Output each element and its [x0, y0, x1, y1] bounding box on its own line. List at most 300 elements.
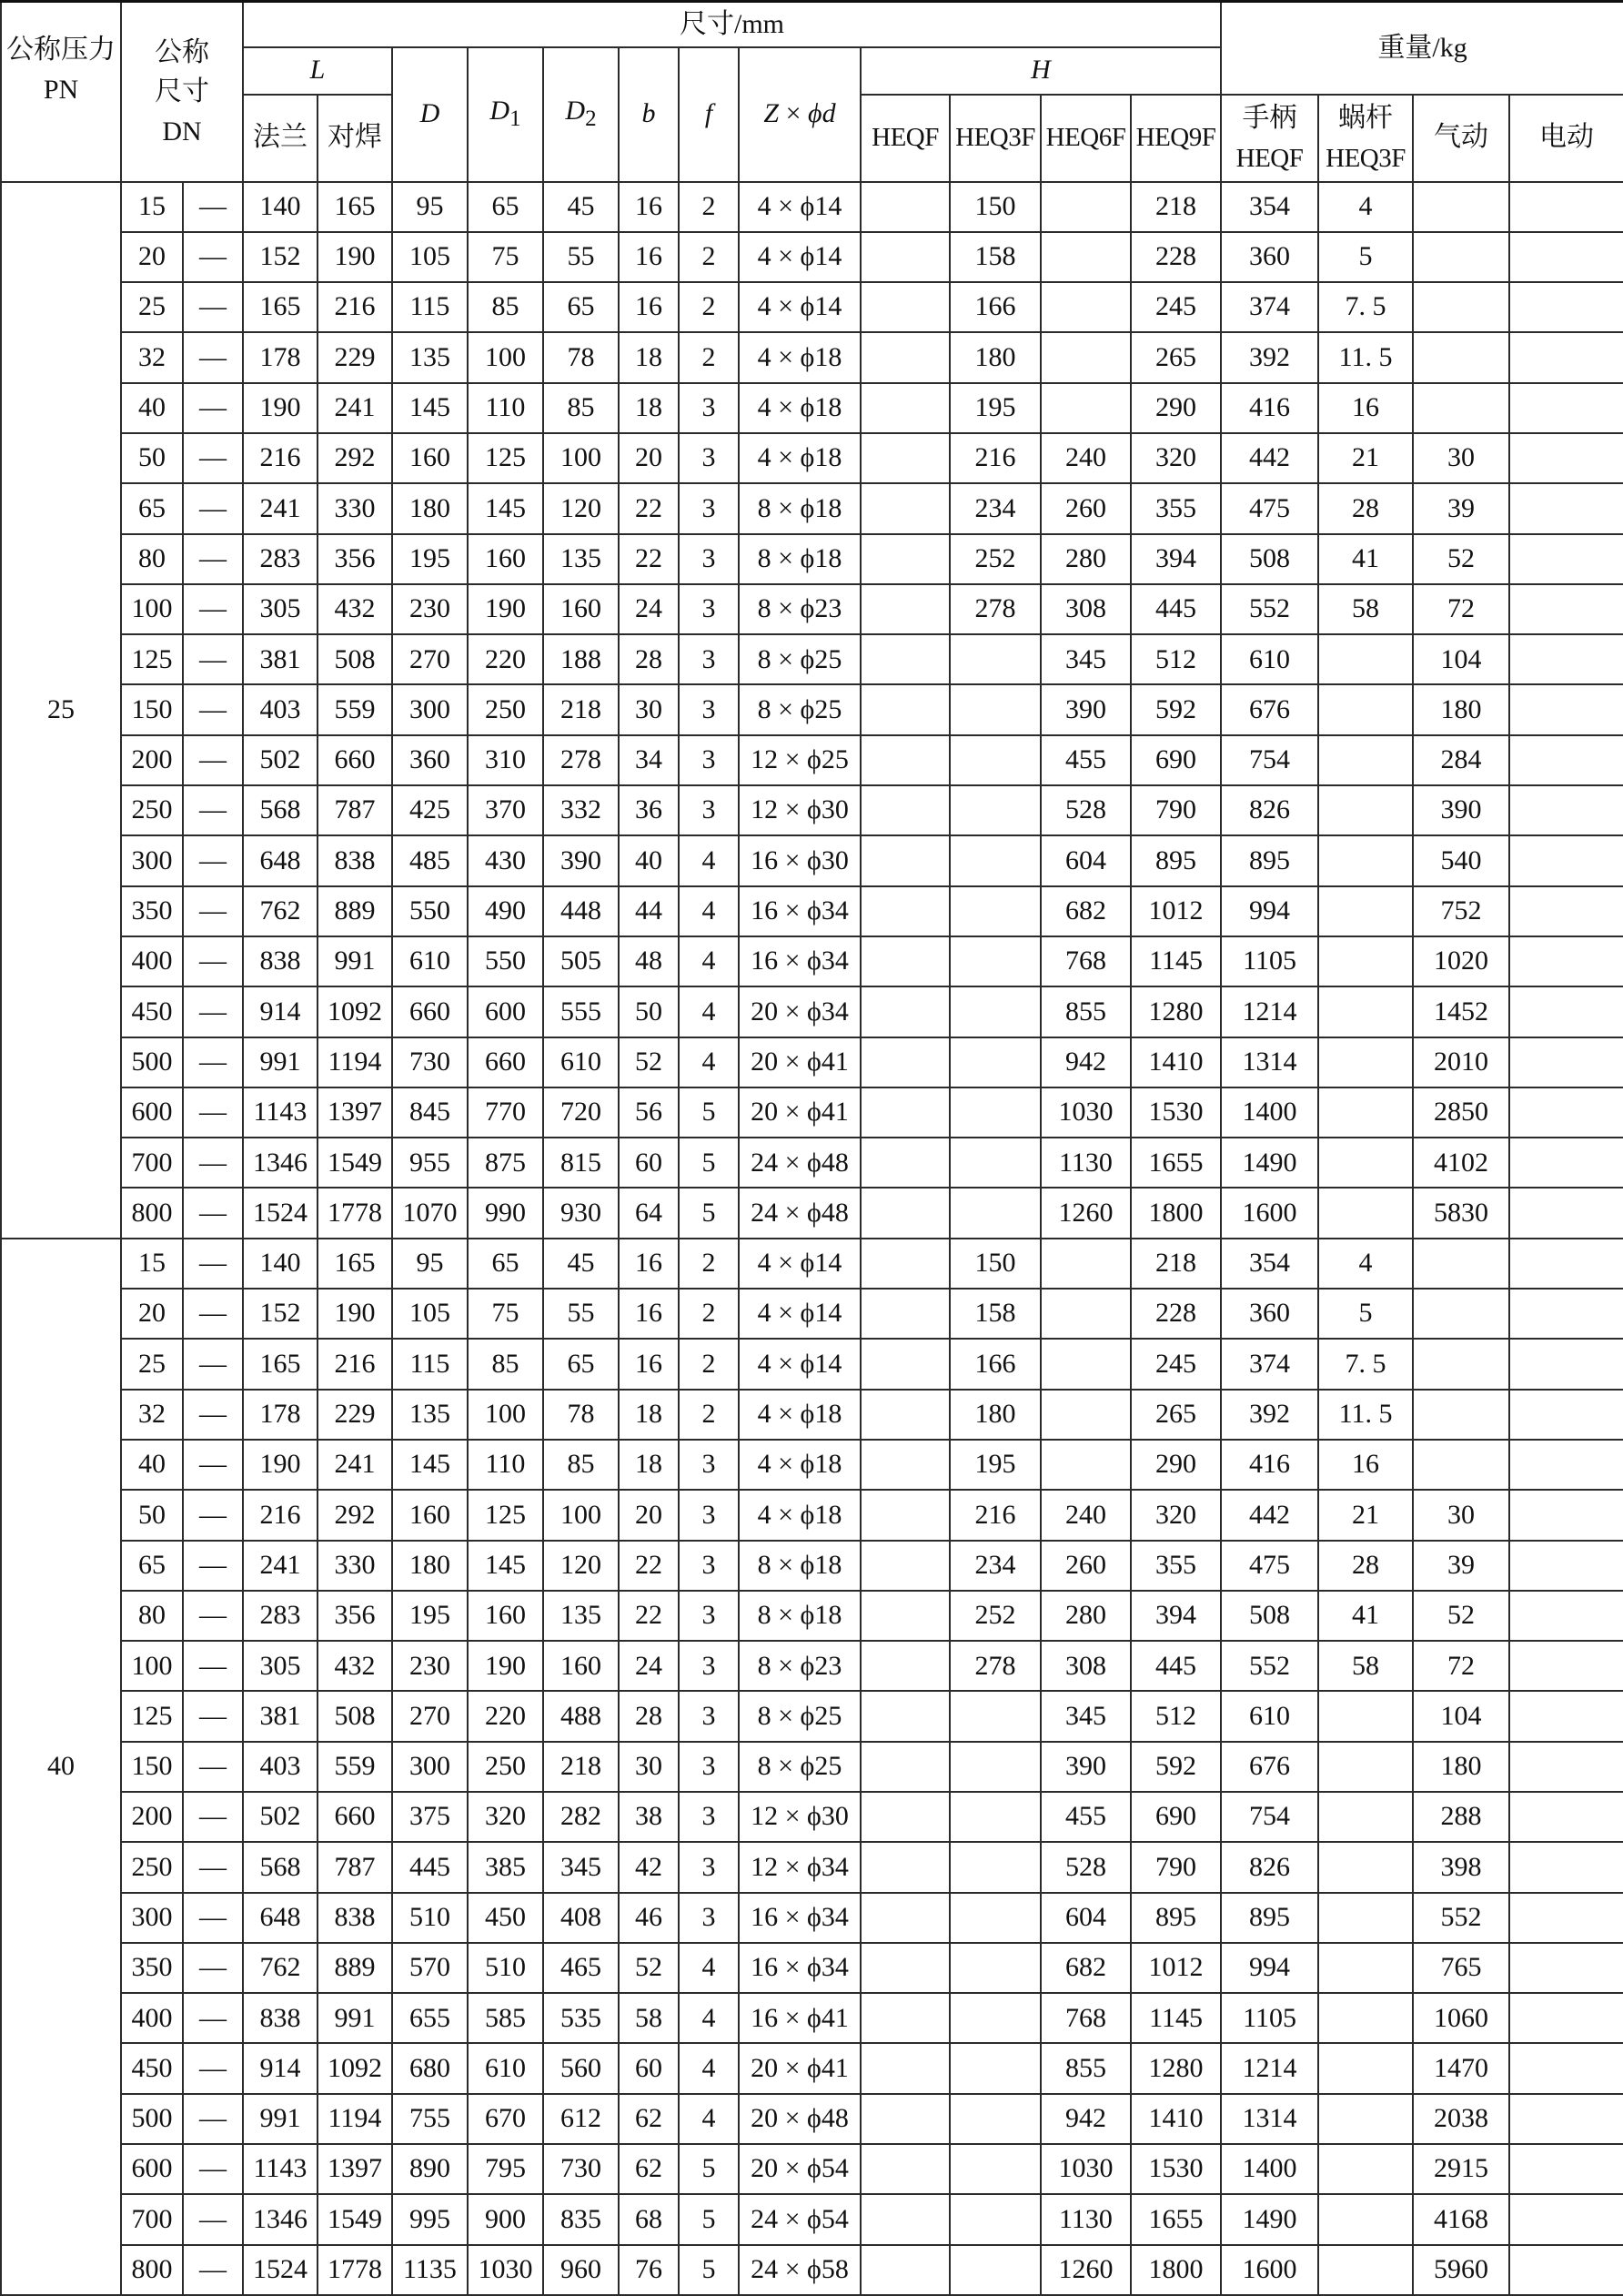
table-cell: 260 — [1041, 1541, 1131, 1591]
table-cell: 125 — [468, 433, 543, 483]
table-cell: 914 — [243, 986, 318, 1037]
table-cell: 354 — [1221, 1239, 1318, 1289]
table-cell: 230 — [392, 584, 468, 634]
table-cell: 455 — [1041, 735, 1131, 785]
table-cell: 16 × ϕ41 — [739, 1993, 861, 2043]
table-cell — [861, 1390, 950, 1440]
table-cell: 195 — [392, 534, 468, 584]
table-cell: 75 — [468, 232, 543, 282]
table-cell: 125 — [468, 1490, 543, 1540]
table-row — [1, 433, 1623, 483]
table-cell: 100 — [468, 1390, 543, 1440]
table-cell: 1524 — [243, 1188, 318, 1238]
table-cell — [861, 2194, 950, 2244]
table-cell: 5 — [1318, 232, 1413, 282]
table-cell: 39 — [1413, 483, 1509, 533]
table-cell: 600 — [121, 2144, 183, 2194]
table-cell: 24 — [619, 1641, 679, 1691]
table-cell: 1470 — [1413, 2043, 1509, 2093]
table-row — [1, 383, 1623, 433]
table-cell: 991 — [318, 936, 392, 986]
table-cell: 200 — [121, 1792, 183, 1842]
table-cell: 610 — [392, 936, 468, 986]
table-cell: 4 × ϕ14 — [739, 182, 861, 232]
table-cell: 65 — [543, 282, 619, 332]
table-cell: 3 — [679, 1691, 739, 1741]
table-cell: 392 — [1221, 1390, 1318, 1440]
table-row — [1, 1440, 1623, 1490]
table-cell — [1509, 2043, 1623, 2093]
table-cell: 62 — [619, 2144, 679, 2194]
table-cell: 20 × ϕ41 — [739, 1087, 861, 1138]
table-cell: 216 — [950, 433, 1041, 483]
table-cell: 24 × ϕ58 — [739, 2245, 861, 2295]
table-cell: 600 — [121, 1087, 183, 1138]
table-cell: 95 — [392, 1239, 468, 1289]
table-cell — [1509, 1742, 1623, 1792]
table-cell: 400 — [121, 936, 183, 986]
table-cell: 241 — [318, 383, 392, 433]
table-cell: 52 — [619, 1943, 679, 1993]
table-cell: 381 — [243, 1691, 318, 1741]
table-cell: 180 — [1413, 1742, 1509, 1792]
table-cell: 40 — [619, 835, 679, 885]
table-cell: 178 — [243, 332, 318, 382]
table-cell: 8 × ϕ18 — [739, 1591, 861, 1641]
table-cell: 1800 — [1131, 1188, 1221, 1238]
table-cell: — — [183, 1792, 243, 1842]
table-cell — [1509, 2094, 1623, 2144]
table-row — [1, 1641, 1623, 1691]
table-cell — [861, 785, 950, 835]
table-cell: 1346 — [243, 2194, 318, 2244]
table-cell: 403 — [243, 684, 318, 734]
table-cell — [861, 1289, 950, 1339]
table-cell: 855 — [1041, 986, 1131, 1037]
table-cell: 4 — [679, 835, 739, 885]
table-cell — [1318, 735, 1413, 785]
table-cell — [1413, 383, 1509, 433]
table-cell: 770 — [468, 1087, 543, 1138]
table-cell: 166 — [950, 1339, 1041, 1389]
table-cell: 105 — [392, 1289, 468, 1339]
table-cell: 2038 — [1413, 2094, 1509, 2144]
table-cell — [861, 433, 950, 483]
table-cell: 1600 — [1221, 1188, 1318, 1238]
table-cell — [950, 1742, 1041, 1792]
table-cell: — — [183, 483, 243, 533]
table-cell — [1509, 1239, 1623, 1289]
table-cell: 385 — [468, 1842, 543, 1892]
table-cell: 292 — [318, 433, 392, 483]
table-cell: 16 — [619, 1239, 679, 1289]
table-cell — [950, 1138, 1041, 1188]
table-row — [1, 886, 1623, 936]
table-row — [1, 1993, 1623, 2043]
table-cell — [1318, 1188, 1413, 1238]
table-cell — [1509, 1691, 1623, 1741]
table-cell: 60 — [619, 2043, 679, 2093]
table-cell: 65 — [121, 483, 183, 533]
table-cell: 145 — [468, 1541, 543, 1591]
table-cell: 240 — [1041, 1490, 1131, 1540]
table-cell: 305 — [243, 584, 318, 634]
table-cell: 690 — [1131, 1792, 1221, 1842]
table-cell: — — [183, 433, 243, 483]
table-cell: 1143 — [243, 2144, 318, 2194]
table-cell: 200 — [121, 735, 183, 785]
table-cell: 16 — [619, 232, 679, 282]
table-cell: 80 — [121, 534, 183, 584]
table-cell: — — [183, 1138, 243, 1188]
h-heq3f-header: HEQ3F — [950, 95, 1041, 182]
table-cell: 4 × ϕ14 — [739, 1239, 861, 1289]
table-cell — [861, 1691, 950, 1741]
table-cell: 76 — [619, 2245, 679, 2295]
table-cell — [1041, 1289, 1131, 1339]
table-cell — [1413, 282, 1509, 332]
table-cell: 308 — [1041, 584, 1131, 634]
table-cell — [1318, 634, 1413, 684]
table-cell: 8 × ϕ23 — [739, 584, 861, 634]
table-cell: 754 — [1221, 1792, 1318, 1842]
table-cell: 1400 — [1221, 1087, 1318, 1138]
table-cell: 1260 — [1041, 2245, 1131, 2295]
table-cell: 3 — [679, 483, 739, 533]
table-cell: 278 — [543, 735, 619, 785]
table-cell — [950, 1037, 1041, 1087]
table-cell: 135 — [392, 332, 468, 382]
table-cell: 1012 — [1131, 886, 1221, 936]
table-cell — [1509, 1339, 1623, 1389]
table-cell — [1318, 986, 1413, 1037]
table-cell — [861, 1943, 950, 1993]
table-cell: 8 × ϕ18 — [739, 1541, 861, 1591]
table-cell: 400 — [121, 1993, 183, 2043]
table-cell: 510 — [468, 1943, 543, 1993]
table-cell: 7. 5 — [1318, 282, 1413, 332]
table-cell: 540 — [1413, 835, 1509, 885]
table-cell: 78 — [543, 1390, 619, 1440]
table-cell: 220 — [468, 634, 543, 684]
table-cell: 218 — [543, 1742, 619, 1792]
table-cell: — — [183, 1893, 243, 1943]
table-cell: 4 × ϕ18 — [739, 383, 861, 433]
table-cell: 190 — [318, 1289, 392, 1339]
table-cell — [861, 1792, 950, 1842]
table-cell: 270 — [392, 634, 468, 684]
table-cell: 20 × ϕ34 — [739, 986, 861, 1037]
table-cell: 394 — [1131, 1591, 1221, 1641]
table-cell: 3 — [679, 785, 739, 835]
table-cell: 690 — [1131, 735, 1221, 785]
table-cell: 416 — [1221, 1440, 1318, 1490]
table-cell — [1318, 936, 1413, 986]
table-cell: 240 — [1041, 433, 1131, 483]
b-header: b — [619, 47, 679, 182]
table-cell: 21 — [1318, 1490, 1413, 1540]
table-cell: 445 — [1131, 584, 1221, 634]
table-cell: 4 — [679, 1037, 739, 1087]
table-cell — [861, 1591, 950, 1641]
table-cell: 52 — [619, 1037, 679, 1087]
table-cell: — — [183, 1541, 243, 1591]
table-cell: 1800 — [1131, 2245, 1221, 2295]
table-cell: 2850 — [1413, 1087, 1509, 1138]
table-cell: 250 — [468, 1742, 543, 1792]
table-cell: 1280 — [1131, 986, 1221, 1037]
table-cell: 1346 — [243, 1138, 318, 1188]
table-cell — [1318, 835, 1413, 885]
table-cell: 283 — [243, 534, 318, 584]
table-cell: 552 — [1221, 1641, 1318, 1691]
table-cell — [950, 2194, 1041, 2244]
table-cell — [1509, 584, 1623, 634]
table-cell: 755 — [392, 2094, 468, 2144]
table-cell: 1092 — [318, 986, 392, 1037]
table-cell: 55 — [543, 232, 619, 282]
table-cell: 5 — [679, 2194, 739, 2244]
table-cell: 216 — [243, 1490, 318, 1540]
table-cell: 41 — [1318, 1591, 1413, 1641]
table-cell: 485 — [392, 835, 468, 885]
table-cell: 1530 — [1131, 2144, 1221, 2194]
table-cell: 942 — [1041, 2094, 1131, 2144]
table-cell: 22 — [619, 483, 679, 533]
table-cell — [1041, 1339, 1131, 1389]
table-cell: 4 × ϕ18 — [739, 332, 861, 382]
table-cell: 3 — [679, 584, 739, 634]
table-cell: 5 — [679, 1087, 739, 1138]
table-cell — [861, 282, 950, 332]
table-cell: 1778 — [318, 1188, 392, 1238]
table-cell: 752 — [1413, 886, 1509, 936]
table-cell: 1490 — [1221, 1138, 1318, 1188]
table-cell — [950, 1188, 1041, 1238]
table-cell: 355 — [1131, 483, 1221, 533]
table-cell: 38 — [619, 1792, 679, 1842]
table-cell: 1778 — [318, 2245, 392, 2295]
table-cell: 1549 — [318, 2194, 392, 2244]
table-cell: 1020 — [1413, 936, 1509, 986]
table-cell: 660 — [468, 1037, 543, 1087]
table-cell — [950, 936, 1041, 986]
table-cell: 16 × ϕ30 — [739, 835, 861, 885]
table-cell: 22 — [619, 1541, 679, 1591]
table-cell — [861, 483, 950, 533]
table-cell: 1105 — [1221, 1993, 1318, 2043]
table-cell: 790 — [1131, 1842, 1221, 1892]
table-cell: 152 — [243, 1289, 318, 1339]
table-cell: 150 — [950, 1239, 1041, 1289]
table-cell: 85 — [543, 383, 619, 433]
table-cell: 4 — [679, 1943, 739, 1993]
table-cell: 180 — [950, 332, 1041, 382]
table-cell: 914 — [243, 2043, 318, 2093]
table-cell: 280 — [1041, 1591, 1131, 1641]
table-cell — [950, 835, 1041, 885]
table-cell: 320 — [468, 1792, 543, 1842]
table-cell: 104 — [1413, 634, 1509, 684]
table-cell: 30 — [1413, 1490, 1509, 1540]
table-cell: 568 — [243, 785, 318, 835]
table-cell — [1318, 2043, 1413, 2093]
table-cell — [950, 986, 1041, 1037]
table-cell: 20 — [619, 1490, 679, 1540]
l-header: L — [243, 47, 392, 95]
table-cell: 1194 — [318, 2094, 392, 2144]
table-header — [1, 2, 1623, 182]
table-cell: 50 — [121, 433, 183, 483]
table-cell: 22 — [619, 1591, 679, 1641]
table-cell: 21 — [1318, 433, 1413, 483]
table-cell: — — [183, 1943, 243, 1993]
table-cell — [1413, 1440, 1509, 1490]
table-cell: 1410 — [1131, 2094, 1221, 2144]
table-cell: 5 — [679, 2144, 739, 2194]
table-cell: 680 — [392, 2043, 468, 2093]
table-cell: 3 — [679, 735, 739, 785]
table-cell — [861, 2144, 950, 2194]
table-cell: 190 — [243, 1440, 318, 1490]
table-cell: 4 × ϕ14 — [739, 1339, 861, 1389]
table-cell: 250 — [468, 684, 543, 734]
table-cell: 165 — [243, 282, 318, 332]
table-cell: 700 — [121, 1138, 183, 1188]
table-cell: 942 — [1041, 1037, 1131, 1087]
table-cell: 1490 — [1221, 2194, 1318, 2244]
table-cell: 4 — [679, 886, 739, 936]
table-cell — [1509, 886, 1623, 936]
table-cell — [1318, 1087, 1413, 1138]
table-cell: 768 — [1041, 936, 1131, 986]
table-cell: 20 — [619, 433, 679, 483]
table-cell: — — [183, 936, 243, 986]
table-cell: 390 — [1041, 1742, 1131, 1792]
table-cell: 1280 — [1131, 2043, 1221, 2093]
table-cell: 895 — [1221, 1893, 1318, 1943]
table-cell: 65 — [543, 1339, 619, 1389]
dn-header: 公称 尺寸 DN — [121, 2, 243, 182]
table-cell: 3 — [679, 534, 739, 584]
table-cell: 32 — [121, 1390, 183, 1440]
table-cell — [1318, 1138, 1413, 1188]
table-cell: 216 — [318, 282, 392, 332]
table-cell: 245 — [1131, 282, 1221, 332]
table-cell — [950, 735, 1041, 785]
table-cell — [1509, 1138, 1623, 1188]
table-cell: 42 — [619, 1842, 679, 1892]
table-cell — [950, 1842, 1041, 1892]
table-row — [1, 1087, 1623, 1138]
table-cell — [1318, 1792, 1413, 1842]
table-cell: 2 — [679, 1339, 739, 1389]
table-cell: 16 × ϕ34 — [739, 886, 861, 936]
table-cell: 375 — [392, 1792, 468, 1842]
table-cell — [1509, 1490, 1623, 1540]
table-cell: 502 — [243, 735, 318, 785]
table-cell: 265 — [1131, 332, 1221, 382]
table-cell: 5 — [679, 1138, 739, 1188]
bolt-pattern-header: Z × ϕd — [739, 47, 861, 182]
table-cell: 158 — [950, 232, 1041, 282]
table-cell: 216 — [950, 1490, 1041, 1540]
table-cell — [1509, 2144, 1623, 2194]
table-row — [1, 735, 1623, 785]
table-cell: 1030 — [1041, 2144, 1131, 2194]
table-cell — [950, 1792, 1041, 1842]
table-cell: 3 — [679, 433, 739, 483]
table-cell: 1600 — [1221, 2245, 1318, 2295]
table-cell: 4168 — [1413, 2194, 1509, 2244]
table-cell: 895 — [1131, 835, 1221, 885]
table-cell: 135 — [392, 1390, 468, 1440]
table-cell: 4 — [679, 2043, 739, 2093]
table-cell — [1509, 483, 1623, 533]
table-cell: — — [183, 2245, 243, 2295]
table-cell: 24 × ϕ48 — [739, 1138, 861, 1188]
table-cell: 398 — [1413, 1842, 1509, 1892]
table-cell: 58 — [1318, 584, 1413, 634]
table-cell — [861, 1842, 950, 1892]
table-cell: 1655 — [1131, 2194, 1221, 2244]
table-cell: 5 — [679, 2245, 739, 2295]
table-cell: 445 — [392, 1842, 468, 1892]
table-cell: 110 — [468, 1440, 543, 1490]
table-cell: 300 — [121, 1893, 183, 1943]
table-cell: 2 — [679, 282, 739, 332]
table-cell: 7. 5 — [1318, 1339, 1413, 1389]
table-cell: 592 — [1131, 684, 1221, 734]
table-row — [1, 282, 1623, 332]
table-cell — [861, 986, 950, 1037]
table-cell: 44 — [619, 886, 679, 936]
table-cell: 190 — [468, 1641, 543, 1691]
table-cell: — — [183, 1037, 243, 1087]
table-cell: 768 — [1041, 1993, 1131, 2043]
table-cell: 991 — [243, 1037, 318, 1087]
table-cell: 960 — [543, 2245, 619, 2295]
table-cell — [1509, 332, 1623, 382]
table-row — [1, 332, 1623, 382]
table-cell: 356 — [318, 534, 392, 584]
table-cell: 24 — [619, 584, 679, 634]
table-cell: 62 — [619, 2094, 679, 2144]
table-cell: 682 — [1041, 1943, 1131, 1993]
table-cell: — — [183, 1691, 243, 1741]
table-cell: 152 — [243, 232, 318, 282]
table-cell — [950, 1943, 1041, 1993]
table-cell: 330 — [318, 1541, 392, 1591]
table-cell: 28 — [1318, 483, 1413, 533]
table-row — [1, 2043, 1623, 2093]
table-cell: 720 — [543, 1087, 619, 1138]
table-cell: 284 — [1413, 735, 1509, 785]
table-cell: 990 — [468, 1188, 543, 1238]
table-cell: — — [183, 2194, 243, 2244]
table-cell: 610 — [468, 2043, 543, 2093]
table-row — [1, 1742, 1623, 1792]
table-cell: 100 — [543, 1490, 619, 1540]
table-cell — [1041, 1239, 1131, 1289]
table-cell: 560 — [543, 2043, 619, 2093]
table-cell: 216 — [243, 433, 318, 483]
table-cell: 508 — [1221, 534, 1318, 584]
table-cell: 991 — [318, 1993, 392, 2043]
table-cell: 234 — [950, 483, 1041, 533]
table-cell: — — [183, 1087, 243, 1138]
table-cell: 1314 — [1221, 1037, 1318, 1087]
